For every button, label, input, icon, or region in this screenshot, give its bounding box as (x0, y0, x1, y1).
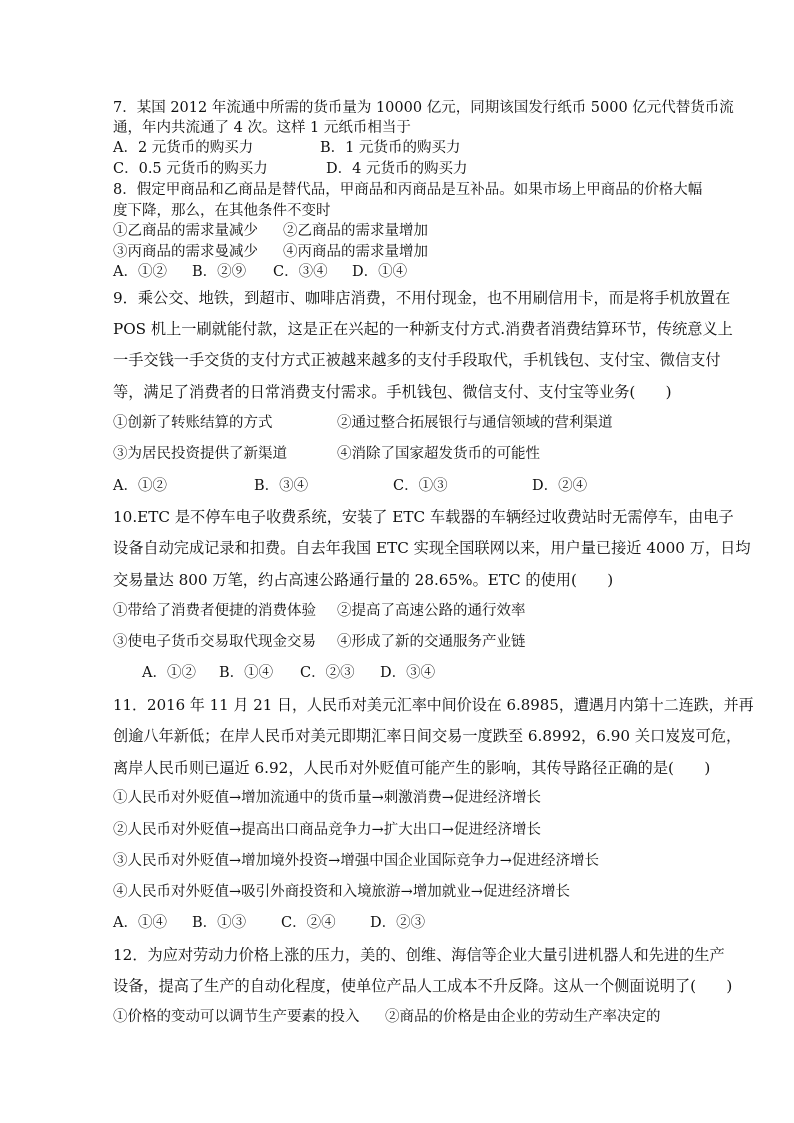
q10-item-1: ①带给了消费者便捷的消费体验 (113, 603, 316, 619)
q9-option-c: C．①③ (393, 478, 448, 494)
q8-stem-line-2: 度下降，那么，在其他条件不变时 (113, 203, 331, 219)
q12-item-2: ②商品的价格是由企业的劳动生产率决定的 (385, 1009, 661, 1025)
q10-item-3: ③使电子货币交易取代现金交易 (113, 634, 316, 650)
q7-option-a: A．2 元货币的购买力 (113, 140, 254, 156)
q8-item-4: ④丙商品的需求量增加 (283, 244, 428, 260)
q12-item-1: ①价格的变动可以调节生产要素的投入 (113, 1009, 360, 1025)
q9-stem-line-1: 9．乘公交、地铁，到超市、咖啡店消费，不用付现金，也不用刷信用卡，而是将手机放置在 (113, 289, 731, 307)
q10-option-b: B．①④ (219, 665, 274, 681)
q10-option-d: D．③④ (380, 665, 436, 681)
q11-option-a: A．①④ (113, 915, 167, 931)
q8-stem-line-1: 8．假定甲商品和乙商品是替代品，甲商品和丙商品是互补品。如果市场上甲商品的价格大幅 (113, 182, 703, 198)
q11-option-b: B．①③ (192, 915, 247, 931)
q11-option-d: D．②③ (370, 915, 426, 931)
q9-option-b: B．③④ (254, 478, 309, 494)
q8-item-3: ③丙商品的需求曼减少 (113, 244, 258, 260)
q10-stem-line-3: 交易量达 800 万笔，约占高速公路通行量的 28.65%。ETC 的使用( ) (113, 571, 614, 589)
q8-option-c: C．③④ (273, 264, 328, 280)
q12-stem-line-2: 设备，提高了生产的自动化程度，使单位产品人工成本不升反降。这从一个侧面说明了( ) (113, 977, 733, 995)
q9-item-3: ③为居民投资提供了新渠道 (113, 446, 287, 462)
q10-stem-line-2: 设备自动完成记录和扣费。自去年我国 ETC 实现全国联网以来，用户量已接近 4000 万，日均 (113, 539, 751, 557)
q8-option-b: B．②⑨ (192, 264, 247, 280)
q11-stem-line-1: 11．2016 年 11 月 21 日，人民币对美元汇率中间价设在 6.8985，遭遇月内第十二连跌，并再 (113, 696, 754, 714)
q11-item-2: ②人民币对外贬值→提高出口商品竞争力→扩大出口→促进经济增长 (113, 822, 541, 838)
q12-stem-line-1: 12．为应对劳动力价格上涨的压力，美的、创维、海信等企业大量引进机器人和先进的生产 (113, 946, 725, 964)
q11-item-1: ①人民币对外贬值→增加流通中的货币量→刺激消费→促进经济增长 (113, 790, 541, 806)
q7-option-c: C．0.5 元货币的购买力 (113, 161, 268, 177)
q9-option-a: A．①② (113, 478, 167, 494)
q7-option-b: B．1 元货币的购买力 (320, 140, 461, 156)
q7-option-d: D．4 元货币的购买力 (326, 161, 468, 177)
q9-stem-line-4: 等，满足了消费者的日常消费支付需求。手机钱包、微信支付、支付宝等业务( ) (113, 383, 672, 401)
q7-stem-line-2: 通，年内共流通了 4 次。这样 1 元纸币相当于 (113, 120, 411, 136)
q8-item-2: ②乙商品的需求量增加 (283, 223, 428, 239)
q10-option-c: C．②③ (300, 665, 355, 681)
q9-item-4: ④消除了国家超发货币的可能性 (337, 446, 540, 462)
q10-item-2: ②提高了高速公路的通行效率 (337, 603, 526, 619)
q8-item-1: ①乙商品的需求量减少 (113, 223, 258, 239)
q10-stem-line-1: 10.ETC 是不停车电子收费系统，安装了 ETC 车载器的车辆经过收费站时无需停车，由电子 (113, 508, 734, 526)
q8-option-a: A．①② (113, 264, 167, 280)
q10-item-4: ④形成了新的交通服务产业链 (337, 634, 526, 650)
q7-stem-line-1: 7．某国 2012 年流通中所需的货币量为 10000 亿元，同期该国发行纸币 5000 亿元代替货币流 (113, 100, 734, 116)
q9-stem-line-2: POS 机上一刷就能付款，这是正在兴起的一种新支付方式.消费者消费结算环节，传统意义上 (113, 320, 733, 338)
q9-option-d: D．②④ (532, 478, 588, 494)
q9-item-1: ①创新了转账结算的方式 (113, 415, 273, 431)
q11-stem-line-3: 离岸人民币则已逼近 6.92，人民币对外贬值可能产生的影响，其传导路径正确的是( ) (113, 759, 711, 777)
q8-option-d: D．①④ (352, 264, 408, 280)
q9-stem-line-3: 一手交钱一手交货的支付方式正被越来越多的支付手段取代，手机钱包、支付宝、微信支付 (113, 351, 721, 369)
q11-option-c: C．②④ (281, 915, 336, 931)
q11-item-3: ③人民币对外贬值→增加境外投资→增强中国企业国际竞争力→促进经济增长 (113, 853, 599, 869)
q9-item-2: ②通过整合拓展银行与通信领域的营利渠道 (337, 415, 613, 431)
q11-item-4: ④人民币对外贬值→吸引外商投资和入境旅游→增加就业→促进经济增长 (113, 884, 570, 900)
q10-option-a: A．①② (142, 665, 196, 681)
q11-stem-line-2: 创逾八年新低；在岸人民币对美元即期汇率日间交易一度跌至 6.8992，6.90 关口岌岌可危， (113, 727, 742, 745)
